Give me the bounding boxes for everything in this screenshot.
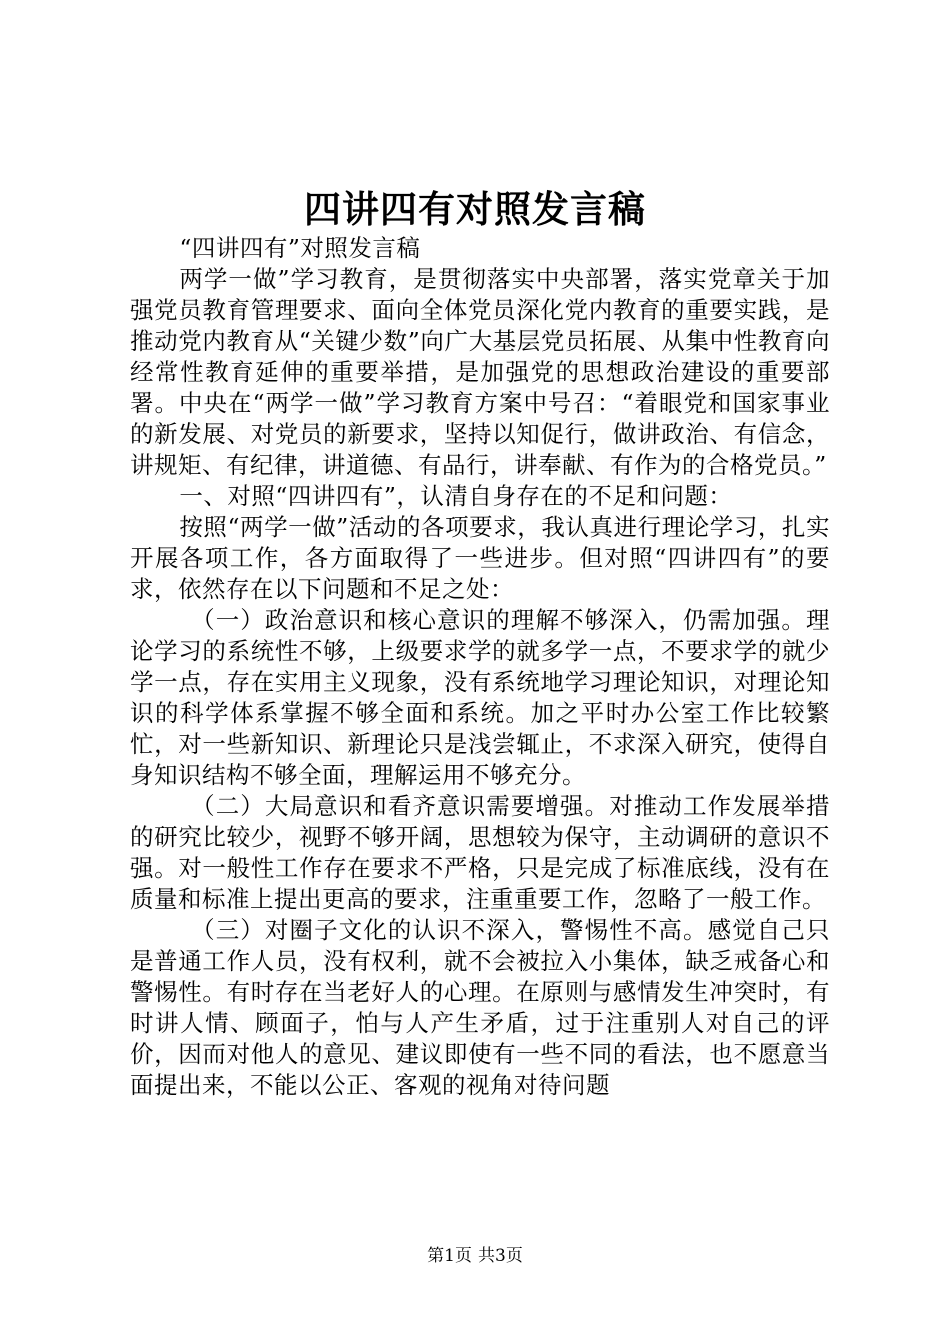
issue-paragraph-1: （一）政治意识和核心意识的理解不够深入，仍需加强。理论学习的系统性不够，上级要求学的就多学一点，不要求学的就少学一点，存在实用主义现象，没有系统地学习理论知识，对理论知识的科学体系掌握不够全面和系统。加之平时办公室工作比较繁忙，对一些新知识、新理论只是浅尝辄止，不求深入研究，使得自身知识结构不够全面，理解运用不够充分。 [130,606,830,789]
section-intro-paragraph: 按照“两学一做”活动的各项要求，我认真进行理论学习，扎实开展各项工作，各方面取得了一些进步。但对照“四讲四有”的要求，依然存在以下问题和不足之处： [130,513,830,603]
page-footer [0,1245,950,1267]
subtitle-paragraph: “四讲四有”对照发言稿 [179,234,421,262]
document-body [130,233,830,1101]
issue-paragraph-3: （三）对圈子文化的认识不深入，警惕性不高。感觉自己只是普通工作人员，没有权利，就不会被拉入小集体，缺乏戒备心和警惕性。有时存在当老好人的心理。在原则与感情发生冲突时，有时讲人情、顾面子，怕与人产生矛盾，过于注重别人对自己的评价，因而对他人的意见、建议即使有一些不同的看法，也不愿意当面提出来，不能以公正、客观的视角对待问题 [130,916,830,1099]
section-heading: 一、对照“四讲四有”，认清自身存在的不足和问题： [179,482,733,510]
page-total: 共3页 [478,1246,523,1266]
page-number: 第1页 [427,1246,472,1266]
intro-paragraph: 两学一做”学习教育，是贯彻落实中央部署，落实党章关于加强党员教育管理要求、面向全体党员深化党内教育的重要实践，是推动党内教育从“关键少数”向广大基层党员拓展、从集中性教育向经常性教育延伸的重要举措，是加强党的思想政治建设的重要部署。中央在“两学一做”学习教育方案中号召：“着眼党和国家事业的新发展、对党员的新要求，坚持以知促行，做讲政治、有信念，讲规矩、有纪律，讲道德、有品行，讲奉献、有作为的合格党员。” [130,265,830,479]
issue-paragraph-2: （二）大局意识和看齐意识需要增强。对推动工作发展举措的研究比较少，视野不够开阔，思想较为保守，主动调研的意识不强。对一般性工作存在要求不严格，只是完成了标准底线，没有在质量和标准上提出更高的要求，注重重要工作，忽略了一般工作。 [130,792,830,913]
document-title: 四讲四有对照发言稿 [304,187,646,231]
